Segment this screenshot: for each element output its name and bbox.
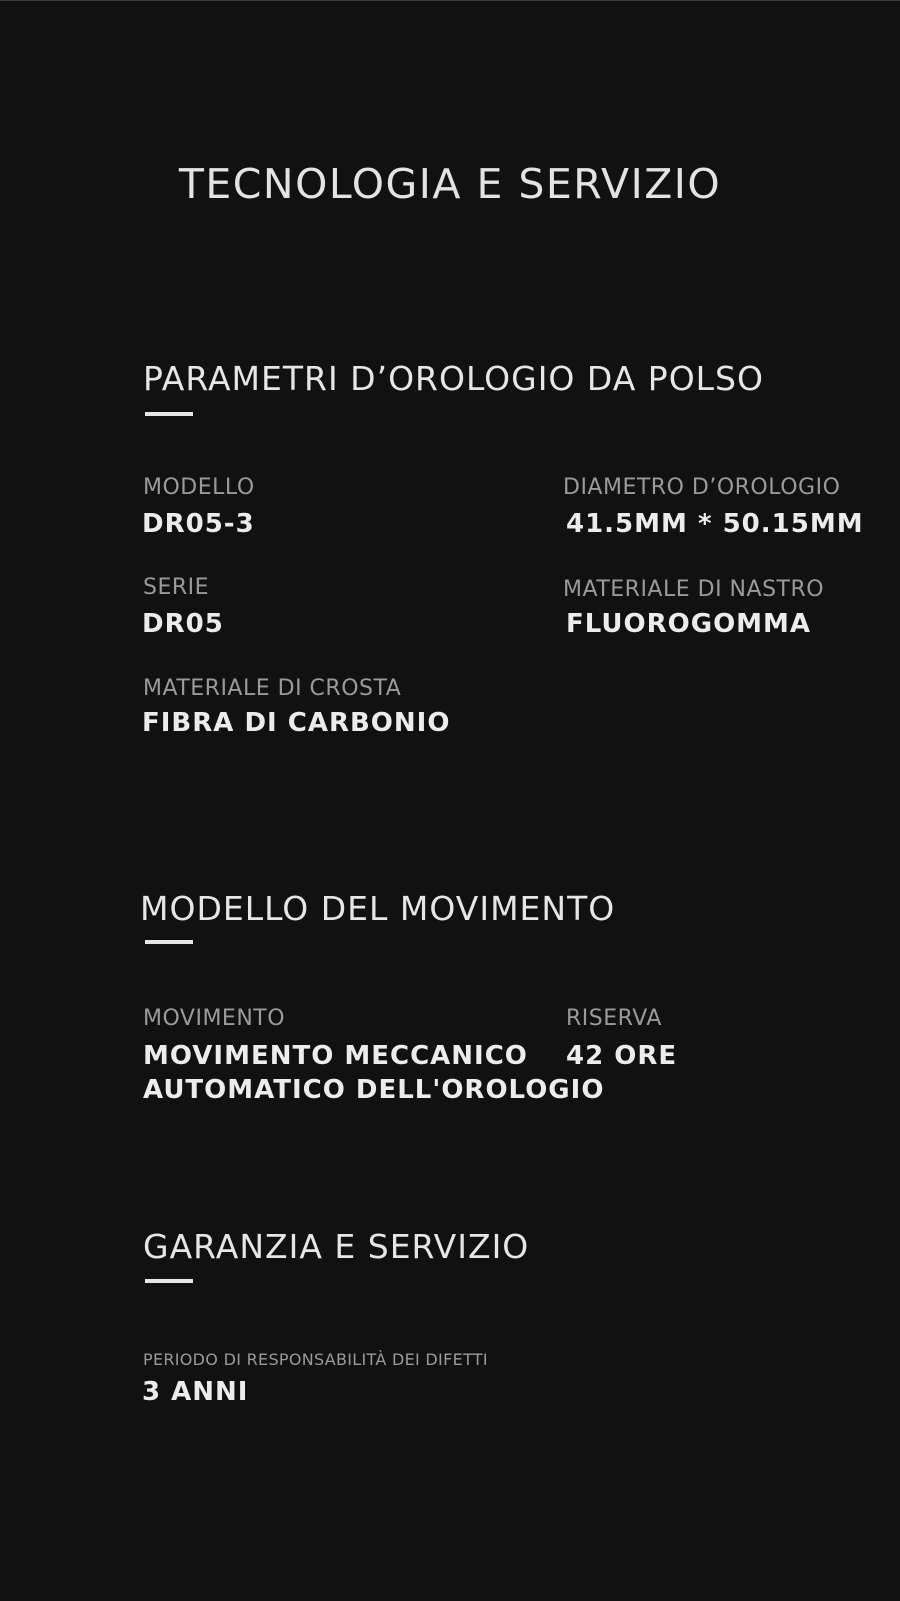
reserve-label: RISERVA xyxy=(566,1006,662,1031)
diameter-label: DIAMETRO D’OROLOGIO xyxy=(563,475,841,500)
reserve-value: 42 ORE xyxy=(566,1041,678,1071)
series-label: SERIE xyxy=(143,575,210,600)
movement-value-line2: AUTOMATICO DELL'OROLOGIO xyxy=(143,1075,605,1105)
section-underline-movement xyxy=(145,940,193,944)
section-title-warranty: GARANZIA E SERVIZIO xyxy=(143,1227,530,1266)
top-divider xyxy=(0,0,900,1)
model-label: MODELLO xyxy=(143,475,255,500)
defect-period-label: PERIODO DI RESPONSABILITÀ DEI DIFETTI xyxy=(143,1350,488,1369)
movement-value-line1: MOVIMENTO MECCANICO xyxy=(143,1041,528,1071)
section-title-parameters: PARAMETRI D’OROLOGIO DA POLSO xyxy=(143,359,764,398)
series-value: DR05 xyxy=(142,609,224,639)
model-value: DR05-3 xyxy=(142,509,255,539)
section-title-movement: MODELLO DEL MOVIMENTO xyxy=(140,889,616,928)
case-material-label: MATERIALE DI CROSTA xyxy=(143,676,402,701)
movement-label: MOVIMENTO xyxy=(143,1006,286,1031)
defect-period-value: 3 ANNI xyxy=(142,1377,249,1407)
diameter-value: 41.5MM * 50.15MM xyxy=(566,509,864,539)
case-material-value: FIBRA DI CARBONIO xyxy=(142,708,451,738)
section-underline-parameters xyxy=(145,412,193,416)
page-title: TECNOLOGIA E SERVIZIO xyxy=(178,160,722,208)
section-underline-warranty xyxy=(145,1279,193,1283)
strap-material-value: FLUOROGOMMA xyxy=(566,609,812,639)
strap-material-label: MATERIALE DI NASTRO xyxy=(563,577,825,602)
